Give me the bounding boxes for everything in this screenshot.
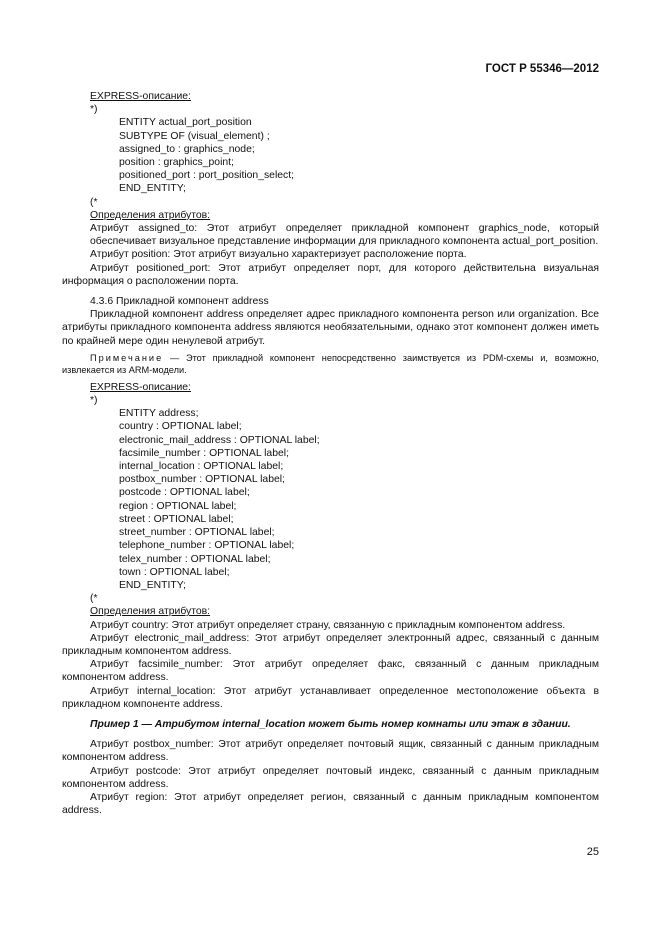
- definition-paragraph: Атрибут region: Этот атрибут определяет регион, связанный с данным прикладным компонентом address.: [62, 791, 599, 817]
- page-number: 25: [586, 846, 599, 858]
- note-paragraph: [62, 352, 599, 377]
- code-line: telex_number : OPTIONAL label;: [119, 553, 271, 565]
- definition-paragraph: Атрибут country: Этот атрибут определяет страну, связанную с прикладным компонентом address.: [90, 619, 566, 631]
- code-line: position : graphics_point;: [119, 157, 234, 169]
- comment-open: *): [90, 395, 98, 407]
- section-paragraph: Прикладной компонент address определяет адрес прикладного компонента person или organization. Все атрибуты прикладного компонента address являются необязательными, однако этот компонент должен иметь по крайней мере один ненулевой атрибут.: [62, 309, 599, 347]
- code-line: SUBTYPE OF (visual_element) ;: [119, 130, 270, 142]
- code-line: electronic_mail_address : OPTIONAL label;: [119, 434, 320, 446]
- definition-paragraph: Атрибут positioned_port: Этот атрибут определяет порт, для которого действительна визуальная информация о расположении порта.: [62, 262, 599, 287]
- section-heading: 4.3.6 Прикладной компонент address: [90, 296, 269, 308]
- code-line: street_number : OPTIONAL label;: [119, 527, 275, 539]
- code-line: postcode : OPTIONAL label;: [119, 487, 250, 499]
- code-line: ENTITY actual_port_position: [119, 117, 252, 129]
- definition-paragraph: Атрибут facsimile_number: Этот атрибут определяет факс, связанный с данным прикладным компонентом address.: [62, 659, 599, 684]
- definition-paragraph: Атрибут electronic_mail_address: Этот атрибут определяет электронный адрес, связанный с данным прикладным компонентом address.: [62, 632, 599, 657]
- definition-paragraph: Атрибут assigned_to: Этот атрибут определяет прикладной компонент graphics_node, который обеспечивает визуальное представление информации для прикладного компонента actual_port_position.: [90, 223, 599, 248]
- code-line: street : OPTIONAL label;: [119, 513, 234, 525]
- code-line: postbox_number : OPTIONAL label;: [119, 474, 285, 486]
- definition-paragraph: Атрибут postcode: Этот атрибут определяет почтовый индекс, связанный с данным прикладным компонентом address.: [62, 765, 599, 790]
- code-line: END_ENTITY;: [119, 579, 186, 591]
- express-label: EXPRESS-описание:: [90, 381, 191, 393]
- page-content: [62, 90, 599, 817]
- comment-close: (*: [90, 196, 98, 208]
- code-line: telephone_number : OPTIONAL label;: [119, 540, 295, 552]
- code-line: assigned_to : graphics_node;: [119, 143, 255, 155]
- code-line: town : OPTIONAL label;: [119, 566, 230, 578]
- comment-open: *): [90, 104, 98, 116]
- code-line: internal_location : OPTIONAL label;: [119, 461, 284, 473]
- definition-paragraph: Атрибут position: Этот атрибут визуально характеризует расположение порта.: [90, 249, 467, 261]
- example-paragraph: Пример 1 — Атрибутом internal_location может быть номер комнаты или этаж в здании.: [90, 718, 571, 730]
- definition-paragraph: Атрибут postbox_number: Этот атрибут определяет почтовый ящик, связанный с данным прикладным компонентом address.: [62, 739, 599, 764]
- document-id: ГОСТ Р 55346—2012: [485, 63, 599, 75]
- code-line: END_ENTITY;: [119, 183, 186, 195]
- code-line: country : OPTIONAL label;: [119, 421, 242, 433]
- code-line: region : OPTIONAL label;: [119, 500, 237, 512]
- definitions-label: Определения атрибутов:: [90, 209, 211, 221]
- code-line: facsimile_number : OPTIONAL label;: [119, 447, 289, 459]
- code-line: positioned_port : port_position_select;: [119, 170, 295, 182]
- express-label: EXPRESS-описание:: [90, 91, 191, 102]
- note-label: Примечание: [90, 352, 164, 363]
- note-text: — Этот прикладной компонент непосредственно заимствуется из PDM-схемы и, возможно, извлекается из ARM-модели.: [62, 352, 599, 376]
- definition-paragraph: Атрибут internal_location: Этот атрибут устанавливает определенное местоположение объекта в прикладном компоненте address.: [62, 685, 599, 710]
- comment-close: (*: [90, 593, 98, 605]
- definitions-label: Определения атрибутов:: [90, 606, 211, 618]
- code-line: ENTITY address;: [119, 408, 199, 420]
